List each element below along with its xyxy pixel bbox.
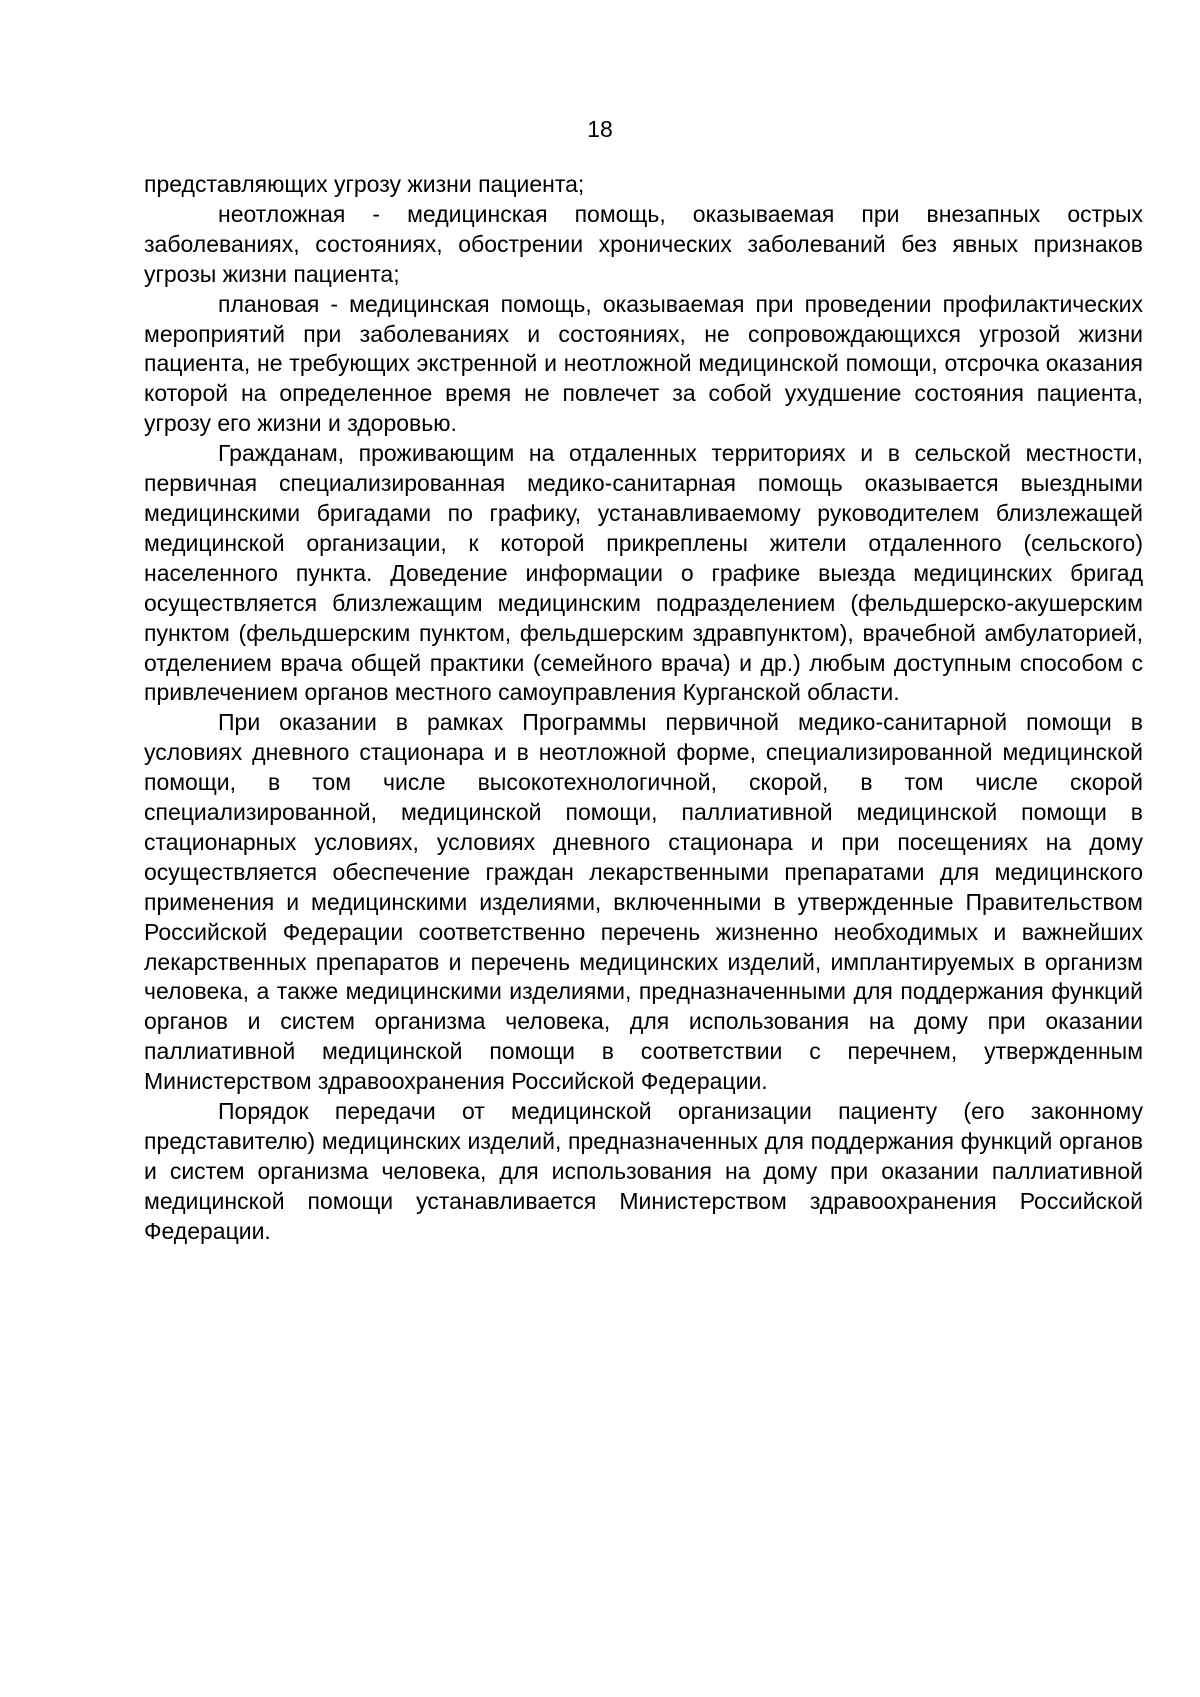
page-number: 18 [587,116,613,142]
paragraph-continuation: представляющих угрозу жизни пациента; [144,171,585,197]
paragraph-medication-provision: При оказании в рамках Программы первичной медико-санитарной помощи в условиях дневного стационара и в неотложной форме, специализированной медицинской помощи, в том числе высокотехнологичной, скорой, в том числе скорой специализированной, медицинской помощи, паллиативной медицинской помощи в стационарных условиях, условиях дневного стационара и при посещениях на дому осуществляется обеспечение граждан лекарственными препаратами для медицинского применения и медицинскими изделиями, включенными в утвержденные Правительством Российской Федерации соответственно перечень жизненно необходимых и важнейших лекарственных препаратов и перечень медицинских изделий, имплантируемых в организм человека, а также медицинскими изделиями, предназначенными для поддержания функций органов и систем организма человека, для использования на дому при оказании паллиативной медицинской помощи в соответствии с перечнем, утвержденным Министерством здравоохранения Российской Федерации. [144,709,1143,1095]
paragraph-urgent-care-definition: неотложная - медицинская помощь, оказываемая при внезапных острых заболеваниях, состояниях, обострении хронических заболеваний без явных признаков угрозы жизни пациента; [144,200,1143,287]
document-body [144,170,1143,1247]
paragraph-device-transfer-procedure: Порядок передачи от медицинской организации пациенту (его законному представителю) медицинских изделий, предназначенных для поддержания функций органов и систем организма человека, для использования на дому при оказании паллиативной медицинской помощи устанавливается Министерством здравоохранения Российской Федерации. [144,1098,1143,1244]
paragraph-rural-residents: Гражданам, проживающим на отдаленных территориях и в сельской местности, первичная специализированная медико-санитарная помощь оказывается выездными медицинскими бригадами по графику, устанавливаемому руководителем близлежащей медицинской организации, к которой прикреплены жители отдаленного (сельского) населенного пункта. Доведение информации о графике выезда медицинских бригад осуществляется близлежащим медицинским подразделением (фельдшерско-акушерским пунктом (фельдшерским пунктом, фельдшерским здравпунктом), врачебной амбулаторией, отделением врача общей практики (семейного врача) и др.) любым доступным способом с привлечением органов местного самоуправления Курганской области. [144,440,1143,706]
paragraph-planned-care-definition: плановая - медицинская помощь, оказываемая при проведении профилактических мероприятий при заболеваниях и состояниях, не сопровождающихся угрозой жизни пациента, не требующих экстренной и неотложной медицинской помощи, отсрочка оказания которой на определенное время не повлечет за собой ухудшение состояния пациента, угрозу его жизни и здоровью. [144,290,1143,437]
